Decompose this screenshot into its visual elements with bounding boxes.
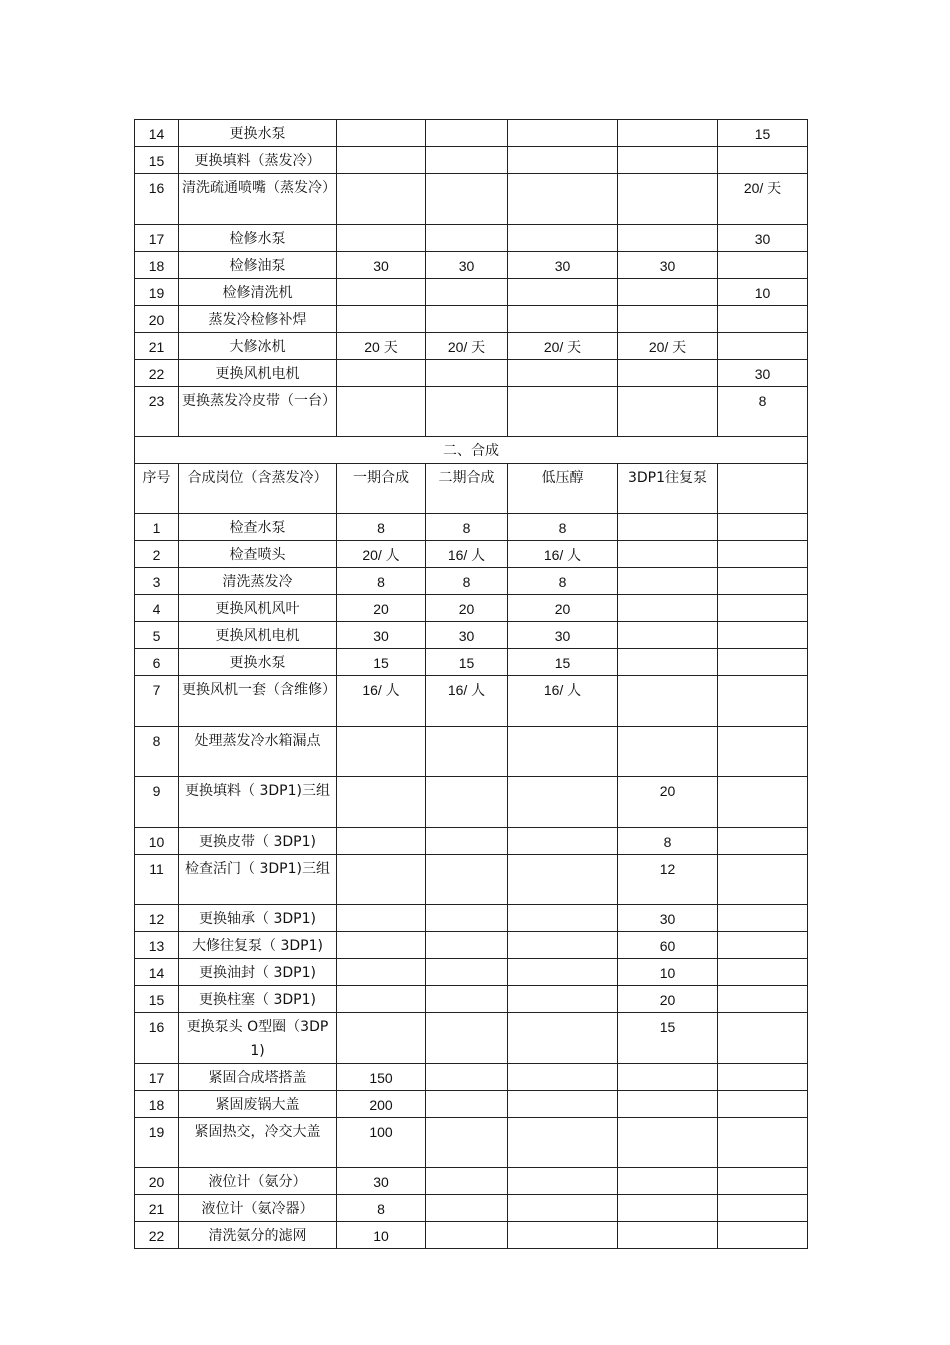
- row-number: 17: [135, 1064, 179, 1091]
- table-row: [135, 568, 808, 595]
- row-number: 17: [135, 225, 179, 252]
- row-item: 液位计（氨冷器）: [179, 1195, 337, 1222]
- row-col1: 16/ 人: [337, 676, 426, 727]
- row-col4: 20/ 天: [618, 333, 718, 360]
- row-col2: 15: [426, 649, 508, 676]
- row-number: 20: [135, 1168, 179, 1195]
- row-number: 13: [135, 932, 179, 959]
- row-col4: [618, 1064, 718, 1091]
- table-row: [135, 174, 808, 225]
- row-col2: 8: [426, 514, 508, 541]
- table-row: [135, 622, 808, 649]
- row-col4: [618, 279, 718, 306]
- row-col4: 8: [618, 828, 718, 855]
- row-col5: [718, 932, 808, 959]
- table-row: [135, 932, 808, 959]
- row-col5: 30: [718, 225, 808, 252]
- row-col5: [718, 541, 808, 568]
- row-col2: [426, 1064, 508, 1091]
- row-number: 20: [135, 306, 179, 333]
- row-number: 1: [135, 514, 179, 541]
- row-col2: 30: [426, 252, 508, 279]
- row-col2: [426, 306, 508, 333]
- row-col2: [426, 905, 508, 932]
- table-row: [135, 676, 808, 727]
- row-col5: [718, 1168, 808, 1195]
- row-col1: [337, 306, 426, 333]
- row-col4: [618, 387, 718, 437]
- row-col3: [508, 855, 618, 905]
- row-col2: [426, 855, 508, 905]
- row-col1: 200: [337, 1091, 426, 1118]
- row-item: 更换水泵: [179, 649, 337, 676]
- row-col3: 20/ 天: [508, 333, 618, 360]
- row-col1: 8: [337, 1195, 426, 1222]
- row-col5: 10: [718, 279, 808, 306]
- table-row: [135, 514, 808, 541]
- row-item: 更换风机电机: [179, 622, 337, 649]
- row-col3: [508, 1222, 618, 1249]
- row-col1: [337, 959, 426, 986]
- row-item: 清洗蒸发冷: [179, 568, 337, 595]
- row-number: 14: [135, 120, 179, 147]
- row-col5: [718, 252, 808, 279]
- row-col3: [508, 174, 618, 225]
- row-number: 19: [135, 279, 179, 306]
- row-col4: [618, 514, 718, 541]
- header-col3: 低压醇: [508, 464, 618, 514]
- row-number: 11: [135, 855, 179, 905]
- row-col5: [718, 333, 808, 360]
- row-col3: 8: [508, 514, 618, 541]
- header-col1: 一期合成: [337, 464, 426, 514]
- row-col4: [618, 541, 718, 568]
- row-col1: 8: [337, 568, 426, 595]
- row-col1: [337, 1013, 426, 1064]
- row-item: 更换皮带（ 3DP1): [179, 828, 337, 855]
- table-row: [135, 649, 808, 676]
- table-row: [135, 1168, 808, 1195]
- row-col5: [718, 986, 808, 1013]
- row-col2: 8: [426, 568, 508, 595]
- row-col2: [426, 147, 508, 174]
- row-col3: [508, 932, 618, 959]
- row-item: 检修油泵: [179, 252, 337, 279]
- header-col4: 3DP1往复泵: [618, 464, 718, 514]
- row-number: 19: [135, 1118, 179, 1168]
- table-row: [135, 147, 808, 174]
- row-col2: [426, 1013, 508, 1064]
- row-col2: [426, 360, 508, 387]
- table-body-part1: [135, 120, 808, 437]
- row-col5: [718, 1013, 808, 1064]
- row-item: 紧固废锅大盖: [179, 1091, 337, 1118]
- row-col5: [718, 959, 808, 986]
- table-row: [135, 595, 808, 622]
- row-col5: [718, 1118, 808, 1168]
- row-col1: 20/ 人: [337, 541, 426, 568]
- row-col4: 15: [618, 1013, 718, 1064]
- row-number: 12: [135, 905, 179, 932]
- row-number: 22: [135, 360, 179, 387]
- row-col4: [618, 1118, 718, 1168]
- row-col3: 20: [508, 595, 618, 622]
- header-no: 序号: [135, 464, 179, 514]
- row-col3: [508, 1195, 618, 1222]
- row-col5: 30: [718, 360, 808, 387]
- row-item: 更换风机一套（含维修）: [179, 676, 337, 727]
- row-col2: [426, 279, 508, 306]
- row-col2: [426, 1091, 508, 1118]
- row-col3: [508, 1013, 618, 1064]
- row-number: 8: [135, 727, 179, 777]
- row-number: 10: [135, 828, 179, 855]
- row-col4: [618, 306, 718, 333]
- row-item: 液位计（氨分）: [179, 1168, 337, 1195]
- row-item: 检修清洗机: [179, 279, 337, 306]
- table-row: [135, 1064, 808, 1091]
- row-col1: [337, 828, 426, 855]
- row-col4: [618, 147, 718, 174]
- maintenance-quota-table: [134, 119, 808, 1249]
- row-col4: 20: [618, 777, 718, 828]
- table-body-part2: [135, 514, 808, 1249]
- row-number: 16: [135, 1013, 179, 1064]
- row-col2: [426, 986, 508, 1013]
- row-col5: [718, 828, 808, 855]
- row-item: 更换油封（ 3DP1): [179, 959, 337, 986]
- row-item: 大修冰机: [179, 333, 337, 360]
- row-col2: [426, 777, 508, 828]
- row-col3: [508, 360, 618, 387]
- row-col3: [508, 1168, 618, 1195]
- row-col4: 30: [618, 252, 718, 279]
- row-col5: [718, 147, 808, 174]
- table-row: [135, 306, 808, 333]
- row-item: 清洗氨分的滤网: [179, 1222, 337, 1249]
- row-col4: [618, 676, 718, 727]
- row-number: 18: [135, 252, 179, 279]
- row-col2: [426, 1195, 508, 1222]
- row-col4: [618, 174, 718, 225]
- row-col4: 10: [618, 959, 718, 986]
- table-row: [135, 360, 808, 387]
- row-item: 更换风机电机: [179, 360, 337, 387]
- row-col1: 30: [337, 622, 426, 649]
- row-item: 更换填料（蒸发冷）: [179, 147, 337, 174]
- row-col4: [618, 225, 718, 252]
- row-col2: 16/ 人: [426, 676, 508, 727]
- table-row: [135, 1195, 808, 1222]
- row-item: 检查喷头: [179, 541, 337, 568]
- row-number: 16: [135, 174, 179, 225]
- row-col2: 30: [426, 622, 508, 649]
- row-col1: 100: [337, 1118, 426, 1168]
- row-number: 23: [135, 387, 179, 437]
- row-col2: [426, 387, 508, 437]
- row-number: 21: [135, 333, 179, 360]
- row-col4: [618, 1222, 718, 1249]
- row-col3: [508, 147, 618, 174]
- table-row: [135, 828, 808, 855]
- row-col4: [618, 727, 718, 777]
- row-col3: [508, 828, 618, 855]
- table-row: [135, 252, 808, 279]
- row-col4: [618, 568, 718, 595]
- row-number: 5: [135, 622, 179, 649]
- row-col4: 12: [618, 855, 718, 905]
- row-col3: 30: [508, 252, 618, 279]
- row-item: 更换柱塞（ 3DP1): [179, 986, 337, 1013]
- row-number: 22: [135, 1222, 179, 1249]
- row-col5: [718, 676, 808, 727]
- table-row: [135, 986, 808, 1013]
- row-col3: [508, 777, 618, 828]
- row-col4: [618, 1195, 718, 1222]
- row-col1: [337, 225, 426, 252]
- row-col3: [508, 120, 618, 147]
- row-item: 检查活门（ 3DP1)三组: [179, 855, 337, 905]
- row-col4: [618, 622, 718, 649]
- row-col3: [508, 1118, 618, 1168]
- row-col4: [618, 595, 718, 622]
- row-col3: [508, 959, 618, 986]
- row-col5: [718, 905, 808, 932]
- row-col1: [337, 855, 426, 905]
- row-item: 蒸发冷检修补焊: [179, 306, 337, 333]
- row-number: 6: [135, 649, 179, 676]
- table-row: [135, 905, 808, 932]
- header-col2: 二期合成: [426, 464, 508, 514]
- row-col2: [426, 727, 508, 777]
- row-col1: 30: [337, 252, 426, 279]
- row-col4: 20: [618, 986, 718, 1013]
- row-col5: [718, 568, 808, 595]
- row-item: 检修水泵: [179, 225, 337, 252]
- row-col2: 20/ 天: [426, 333, 508, 360]
- row-col4: [618, 1168, 718, 1195]
- row-col3: 16/ 人: [508, 676, 618, 727]
- row-col1: 10: [337, 1222, 426, 1249]
- row-col1: 20 天: [337, 333, 426, 360]
- row-col1: [337, 986, 426, 1013]
- row-item: 大修往复泵（ 3DP1): [179, 932, 337, 959]
- row-number: 15: [135, 986, 179, 1013]
- row-col4: [618, 649, 718, 676]
- row-col1: [337, 120, 426, 147]
- row-col1: [337, 279, 426, 306]
- row-col1: [337, 932, 426, 959]
- row-number: 21: [135, 1195, 179, 1222]
- row-col2: [426, 1118, 508, 1168]
- row-col3: [508, 387, 618, 437]
- table-row: [135, 727, 808, 777]
- row-col2: [426, 1168, 508, 1195]
- row-col2: 20: [426, 595, 508, 622]
- row-col3: 16/ 人: [508, 541, 618, 568]
- row-col4: [618, 360, 718, 387]
- row-col3: [508, 986, 618, 1013]
- table-row: [135, 1091, 808, 1118]
- row-col1: [337, 777, 426, 828]
- row-col2: [426, 1222, 508, 1249]
- row-item: 处理蒸发冷水箱漏点: [179, 727, 337, 777]
- row-col1: [337, 905, 426, 932]
- row-item: 更换轴承（ 3DP1): [179, 905, 337, 932]
- row-col3: [508, 905, 618, 932]
- row-number: 15: [135, 147, 179, 174]
- table-row: [135, 333, 808, 360]
- table-row: [135, 777, 808, 828]
- table-row: [135, 959, 808, 986]
- row-col4: [618, 120, 718, 147]
- table-row: [135, 855, 808, 905]
- row-col3: [508, 1064, 618, 1091]
- row-col5: [718, 649, 808, 676]
- table-row: [135, 225, 808, 252]
- row-col3: 30: [508, 622, 618, 649]
- section-title: 二、合成: [135, 437, 808, 464]
- row-col4: 60: [618, 932, 718, 959]
- row-col1: [337, 387, 426, 437]
- row-number: 7: [135, 676, 179, 727]
- table-row: [135, 120, 808, 147]
- row-item: 更换水泵: [179, 120, 337, 147]
- table-row: [135, 279, 808, 306]
- row-col2: [426, 828, 508, 855]
- row-item: 更换蒸发冷皮带（一台）: [179, 387, 337, 437]
- table-row: [135, 387, 808, 437]
- table-row: [135, 1013, 808, 1064]
- row-col3: [508, 279, 618, 306]
- row-col2: [426, 225, 508, 252]
- row-col5: [718, 595, 808, 622]
- row-col1: 30: [337, 1168, 426, 1195]
- row-col5: [718, 727, 808, 777]
- row-col5: 20/ 天: [718, 174, 808, 225]
- table-header: [135, 464, 808, 514]
- table-row: [135, 1118, 808, 1168]
- row-item: 更换泵头 O型圈（3DP1): [179, 1013, 337, 1064]
- header-item: 合成岗位（含蒸发冷）: [179, 464, 337, 514]
- row-col2: [426, 120, 508, 147]
- row-item: 清洗疏通喷嘴（蒸发冷）: [179, 174, 337, 225]
- row-col5: [718, 1064, 808, 1091]
- row-item: 紧固热交，冷交大盖: [179, 1118, 337, 1168]
- row-col5: [718, 622, 808, 649]
- row-col1: [337, 174, 426, 225]
- row-number: 14: [135, 959, 179, 986]
- row-col4: [618, 1091, 718, 1118]
- row-col1: 8: [337, 514, 426, 541]
- section-row: [135, 437, 808, 464]
- row-col5: [718, 1091, 808, 1118]
- row-col1: [337, 727, 426, 777]
- row-col5: [718, 514, 808, 541]
- row-col3: [508, 727, 618, 777]
- row-item: 更换风机风叶: [179, 595, 337, 622]
- row-item: 检查水泵: [179, 514, 337, 541]
- row-col1: 15: [337, 649, 426, 676]
- row-col5: [718, 855, 808, 905]
- row-col2: 16/ 人: [426, 541, 508, 568]
- row-col2: [426, 174, 508, 225]
- row-col1: 20: [337, 595, 426, 622]
- row-col5: [718, 777, 808, 828]
- row-col4: 30: [618, 905, 718, 932]
- row-number: 2: [135, 541, 179, 568]
- row-col5: [718, 1195, 808, 1222]
- row-number: 18: [135, 1091, 179, 1118]
- row-col1: [337, 147, 426, 174]
- table-row: [135, 541, 808, 568]
- row-col5: 15: [718, 120, 808, 147]
- row-col3: [508, 1091, 618, 1118]
- table-row: [135, 1222, 808, 1249]
- row-item: 紧固合成塔搭盖: [179, 1064, 337, 1091]
- row-number: 4: [135, 595, 179, 622]
- row-col5: [718, 306, 808, 333]
- row-col2: [426, 932, 508, 959]
- row-col5: [718, 1222, 808, 1249]
- row-col2: [426, 959, 508, 986]
- row-col5: 8: [718, 387, 808, 437]
- row-col3: 15: [508, 649, 618, 676]
- row-col1: 150: [337, 1064, 426, 1091]
- header-col5: [718, 464, 808, 514]
- row-col3: 8: [508, 568, 618, 595]
- row-col3: [508, 306, 618, 333]
- row-item: 更换填料（ 3DP1)三组: [179, 777, 337, 828]
- row-col3: [508, 225, 618, 252]
- row-number: 3: [135, 568, 179, 595]
- row-col1: [337, 360, 426, 387]
- row-number: 9: [135, 777, 179, 828]
